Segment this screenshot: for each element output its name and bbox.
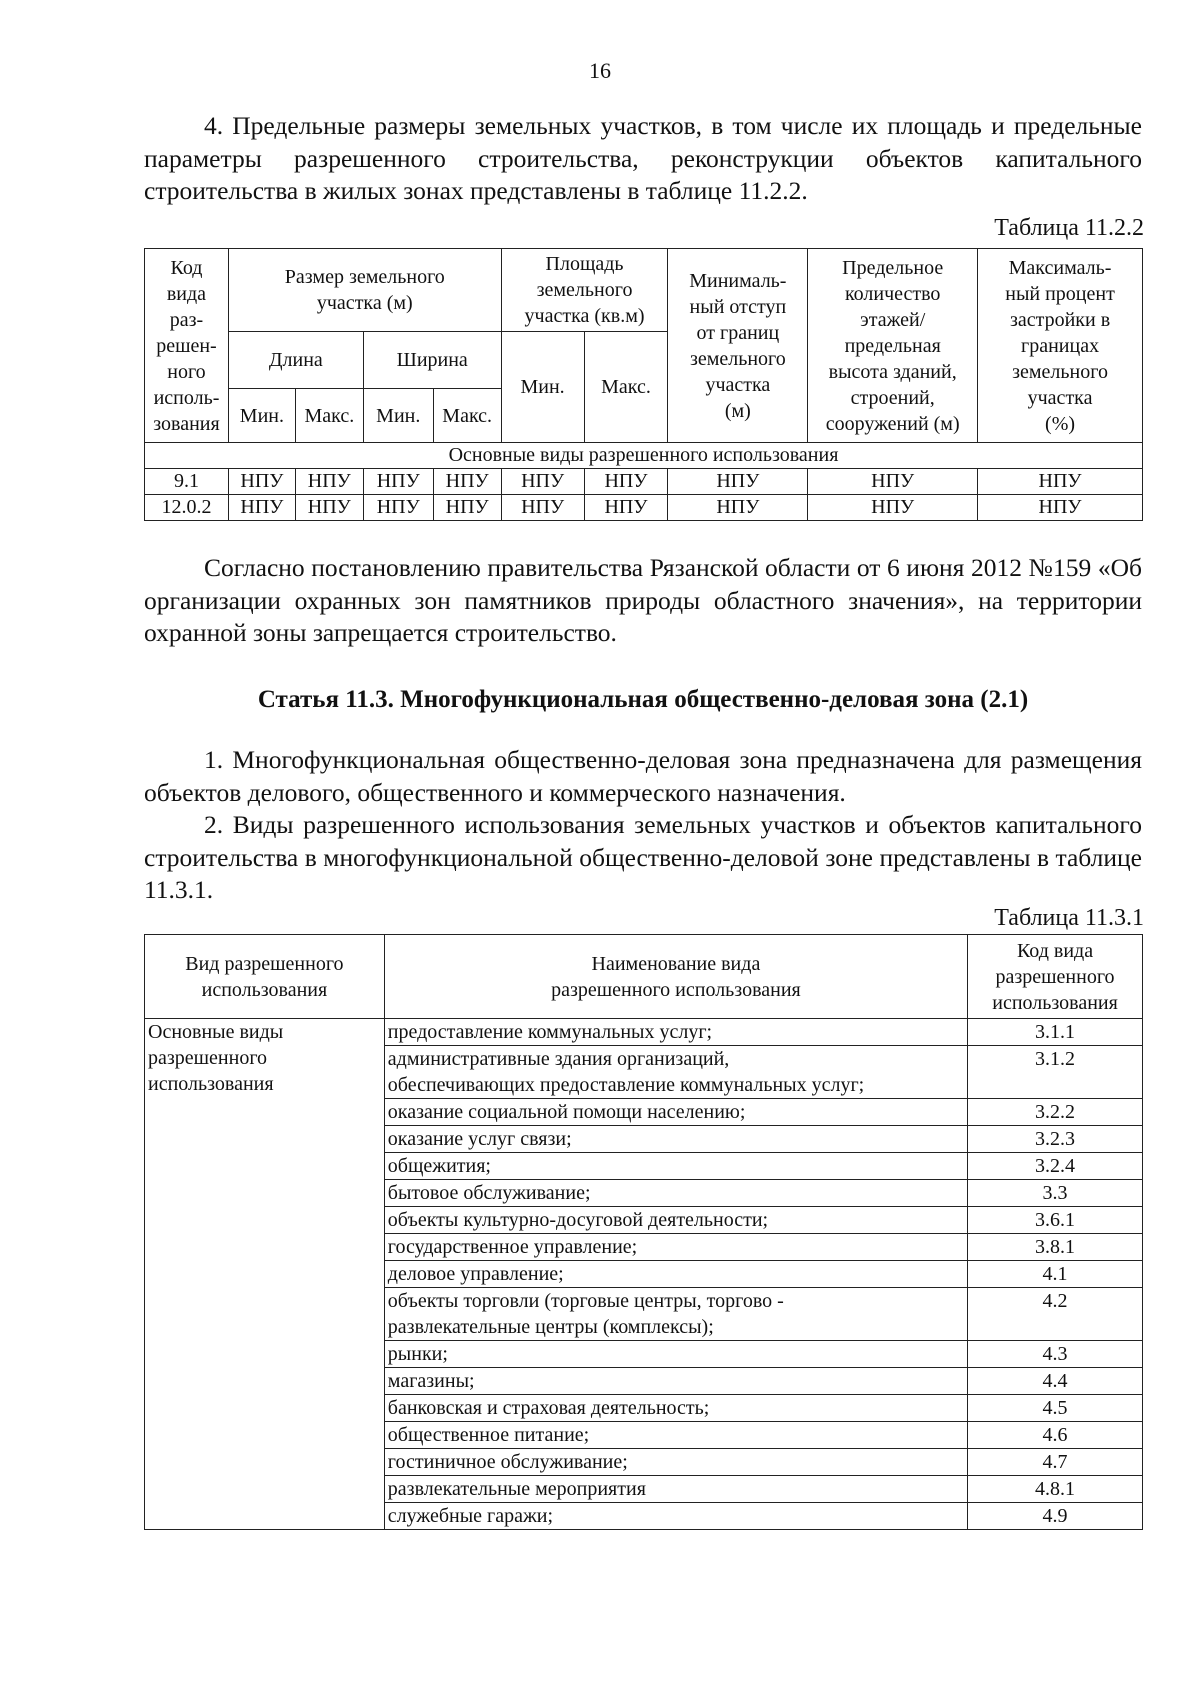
- type-name-cell: [384, 1395, 967, 1422]
- header-line: Размер земельного: [284, 266, 445, 288]
- type-code-cell: 4.7: [968, 1449, 1143, 1476]
- type-code-cell: 3.1.2: [968, 1046, 1143, 1099]
- table-11-3-1: [144, 934, 1143, 1530]
- header-line: раз-: [169, 308, 204, 331]
- row-value-cell: НПУ: [433, 469, 501, 495]
- header-line: участка (м): [316, 292, 413, 314]
- type-name-line: служебные гаражи;: [387, 1505, 554, 1527]
- paragraph-1-text: 1. Многофункциональная общественно-деловая зона предназначена для размещения объектов делового, общественного и коммерческого назначения.: [144, 745, 1142, 807]
- row-value-cell: НПУ: [668, 495, 808, 521]
- header-line: границах: [1021, 334, 1100, 357]
- type-name-cell: [384, 1422, 967, 1449]
- type-name-line: деловое управление;: [387, 1263, 564, 1285]
- type-name-cell: [384, 1153, 967, 1180]
- row-value-cell: НПУ: [978, 469, 1143, 495]
- header-line: Вид разрешенного: [185, 952, 344, 975]
- row-value-cell: НПУ: [363, 495, 433, 521]
- header-min-offset: [668, 249, 808, 443]
- row-value-cell: НПУ: [808, 469, 978, 495]
- type-name-line: оказание социальной помощи населению;: [387, 1101, 746, 1123]
- type-code-cell: 4.6: [968, 1422, 1143, 1449]
- table-11-2-2-body: [145, 469, 1143, 521]
- header-line: застройки в: [1009, 308, 1111, 331]
- group-line: разрешенного: [148, 1047, 268, 1069]
- header-line: Наименование вида: [591, 952, 761, 975]
- header-permitted-type: [145, 935, 385, 1019]
- table-11-2-2: [144, 248, 1143, 521]
- type-code-cell: 4.9: [968, 1503, 1143, 1530]
- row-value-cell: НПУ: [363, 469, 433, 495]
- type-code-cell: 3.2.4: [968, 1153, 1143, 1180]
- type-name-line: рынки;: [387, 1343, 448, 1365]
- type-name-cell: [384, 1476, 967, 1503]
- type-name-cell: [384, 1368, 967, 1395]
- group-cell: [145, 1019, 385, 1530]
- header-max-percent: [978, 249, 1143, 443]
- header-line: зования: [153, 412, 220, 435]
- type-code-cell: 3.3: [968, 1180, 1143, 1207]
- header-type-name: [384, 935, 967, 1019]
- header-width-max: Макс.: [433, 389, 501, 443]
- header-line: земельного: [1012, 360, 1108, 383]
- header-line: Площадь: [545, 253, 624, 275]
- type-code-cell: 4.1: [968, 1261, 1143, 1288]
- type-name-line: развлекательные мероприятия: [387, 1478, 646, 1500]
- header-line: строений,: [850, 386, 935, 409]
- header-line: ный отступ: [689, 295, 787, 318]
- header-line: участка: [705, 373, 771, 396]
- type-code-cell: 3.6.1: [968, 1207, 1143, 1234]
- type-name-cell: [384, 1180, 967, 1207]
- header-length-min: Мин.: [228, 389, 295, 443]
- paragraph-resolution-text: Согласно постановлению правительства Рязанской области от 6 июня 2012 №159 «Об организации охранных зон памятников природы областного значения», на территории охранной зоны запрещается строительство.: [144, 553, 1142, 647]
- type-name-cell: [384, 1046, 967, 1099]
- header-floors-height: [808, 249, 978, 443]
- type-name-cell: [384, 1099, 967, 1126]
- header-line: участка: [1027, 386, 1093, 409]
- header-line: ный процент: [1005, 282, 1115, 305]
- type-code-cell: 4.3: [968, 1341, 1143, 1368]
- header-area-max: Макс.: [584, 332, 668, 443]
- type-code-cell: 4.5: [968, 1395, 1143, 1422]
- row-value-cell: НПУ: [808, 495, 978, 521]
- group-line: использования: [148, 1073, 274, 1095]
- type-name-line: оказание услуг связи;: [387, 1128, 572, 1150]
- table-11-2-2-caption: Таблица 11.2.2: [994, 215, 1144, 241]
- header-line: ного: [167, 360, 206, 383]
- type-code-cell: 4.2: [968, 1288, 1143, 1341]
- header-line: количество: [844, 282, 941, 305]
- table-row: [145, 1019, 1143, 1046]
- row-value-cell: НПУ: [501, 469, 584, 495]
- type-code-cell: 4.8.1: [968, 1476, 1143, 1503]
- row-value-cell: НПУ: [584, 495, 668, 521]
- type-name-line: административные здания организаций,: [387, 1048, 730, 1070]
- header-area-min: Мин.: [501, 332, 584, 443]
- row-value-cell: НПУ: [501, 495, 584, 521]
- type-name-cell: [384, 1207, 967, 1234]
- table-row: [145, 495, 1143, 521]
- header-line: (%): [1045, 412, 1076, 435]
- header-line: этажей/: [860, 308, 926, 331]
- header-line: использования: [992, 991, 1118, 1014]
- type-code-cell: 3.8.1: [968, 1234, 1143, 1261]
- header-line: предельная: [844, 334, 941, 357]
- header-line: от границ: [696, 321, 780, 344]
- type-name-cell: [384, 1126, 967, 1153]
- header-line: земельного: [536, 279, 633, 301]
- header-width: Ширина: [363, 332, 501, 389]
- header-line: земельного: [689, 347, 786, 370]
- header-line: высота зданий,: [828, 360, 957, 383]
- row-code-cell: 9.1: [145, 469, 229, 495]
- type-name-line: предоставление коммунальных услуг;: [387, 1021, 713, 1043]
- type-name-line: объекты культурно-досуговой деятельности;: [387, 1209, 769, 1231]
- paragraph-2: [144, 809, 1142, 907]
- type-name-line: общежития;: [387, 1155, 491, 1177]
- type-code-cell: 3.2.2: [968, 1099, 1143, 1126]
- row-value-cell: НПУ: [295, 495, 363, 521]
- type-name-cell: [384, 1261, 967, 1288]
- type-name-cell: [384, 1288, 967, 1341]
- header-line: использования: [201, 978, 328, 1001]
- group-line: Основные виды: [148, 1021, 284, 1043]
- header-line: Минималь-: [689, 269, 787, 292]
- type-code-cell: 4.4: [968, 1368, 1143, 1395]
- table-row: [145, 469, 1143, 495]
- paragraph-2-text: 2. Виды разрешенного использования земельных участков и объектов капитального строительства в многофункциональной общественно-деловой зоне представлены в таблице 11.3.1.: [144, 810, 1142, 904]
- header-line: Код вида: [1016, 939, 1094, 962]
- header-line: исполь-: [153, 386, 220, 409]
- type-name-line: бытовое обслуживание;: [387, 1182, 591, 1204]
- row-value-cell: НПУ: [228, 495, 295, 521]
- header-area: [501, 249, 668, 332]
- type-name-cell: [384, 1449, 967, 1476]
- type-name-cell: [384, 1341, 967, 1368]
- header-line: Максималь-: [1008, 256, 1112, 279]
- type-name-line: магазины;: [387, 1370, 475, 1392]
- header-line: (м): [724, 399, 751, 422]
- type-name-line: обеспечивающих предоставление коммунальных услуг;: [387, 1074, 865, 1096]
- header-length: Длина: [228, 332, 363, 389]
- row-value-cell: НПУ: [584, 469, 668, 495]
- type-name-line: объекты торговли (торговые центры, торгово -: [387, 1290, 784, 1312]
- header-line: сооружений (м): [825, 412, 960, 435]
- type-name-line: общественное питание;: [387, 1424, 590, 1446]
- header-plot-size: [228, 249, 501, 332]
- paragraph-resolution: [144, 552, 1142, 650]
- header-line: Код: [170, 256, 203, 279]
- section-row: Основные виды разрешенного использования: [145, 443, 1143, 469]
- row-value-cell: НПУ: [295, 469, 363, 495]
- paragraph-1: [144, 744, 1142, 809]
- header-code: [145, 249, 229, 443]
- article-heading: Статья 11.3. Многофункциональная общественно-деловая зона (2.1): [257, 686, 1029, 713]
- type-code-cell: 3.1.1: [968, 1019, 1143, 1046]
- row-value-cell: НПУ: [228, 469, 295, 495]
- header-line: разрешенного: [995, 965, 1115, 988]
- header-type-code: [968, 935, 1143, 1019]
- header-line: участка (кв.м): [524, 305, 645, 327]
- type-code-cell: 3.2.3: [968, 1126, 1143, 1153]
- header-line: разрешенного использования: [551, 978, 801, 1001]
- type-name-cell: [384, 1019, 967, 1046]
- header-line: решен-: [156, 334, 217, 357]
- paragraph-4-text: 4. Предельные размеры земельных участков, в том числе их площадь и предельные параметры разрешенного строительства, реконструкции объектов капитального строительства в жилых зонах представлены в таблице 11.2.2.: [144, 111, 1142, 205]
- row-value-cell: НПУ: [668, 469, 808, 495]
- row-value-cell: НПУ: [978, 495, 1143, 521]
- table-11-3-1-body: [145, 1019, 1143, 1530]
- header-line: Предельное: [842, 256, 944, 279]
- type-name-line: гостиничное обслуживание;: [387, 1451, 628, 1473]
- type-name-line: государственное управление;: [387, 1236, 638, 1258]
- paragraph-4: [144, 110, 1142, 208]
- type-name-cell: [384, 1234, 967, 1261]
- type-name-line: развлекательные центры (комплексы);: [387, 1316, 714, 1338]
- header-line: вида: [166, 282, 207, 305]
- type-name-cell: [384, 1503, 967, 1530]
- header-width-min: Мин.: [363, 389, 433, 443]
- row-code-cell: 12.0.2: [145, 495, 229, 521]
- table-11-3-1-caption: Таблица 11.3.1: [994, 905, 1144, 931]
- row-value-cell: НПУ: [433, 495, 501, 521]
- header-length-max: Макс.: [295, 389, 363, 443]
- page-number: 16: [589, 58, 611, 83]
- type-name-line: банковская и страховая деятельность;: [387, 1397, 710, 1419]
